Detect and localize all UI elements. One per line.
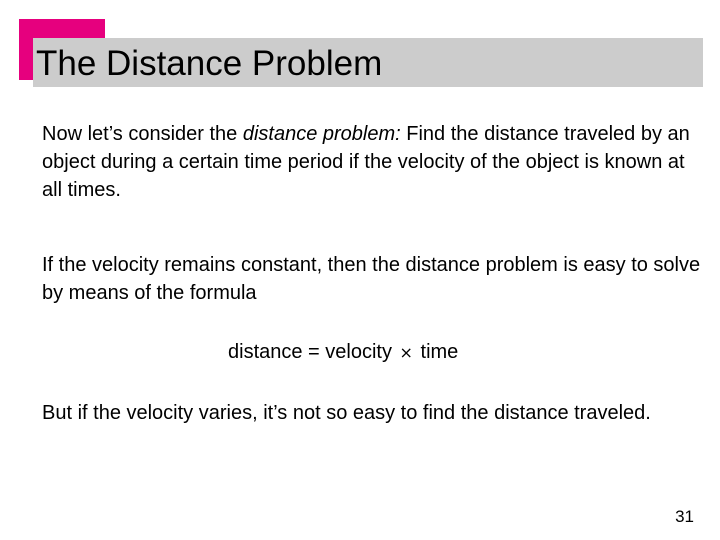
intro-text-start: Now let’s consider the	[42, 123, 243, 145]
formula-left: distance = velocity	[228, 341, 392, 363]
intro-paragraph	[42, 120, 702, 204]
slide-title: The Distance Problem	[36, 44, 383, 83]
distance-problem-emphasis: distance problem:	[242, 123, 401, 145]
varying-velocity-paragraph: But if the velocity varies, it’s not so easy to find the distance traveled.	[42, 402, 651, 424]
page-number: 31	[675, 507, 694, 526]
multiply-operator: ×	[399, 343, 413, 362]
constant-velocity-paragraph: If the velocity remains constant, then the distance problem is easy to solve by means of the formula	[42, 254, 701, 304]
formula-right: time	[420, 341, 459, 363]
intro-text-end: Find the distance traveled by an object during a certain time period if the velocity of the object is known at all times.	[42, 123, 690, 201]
distance-formula	[228, 338, 458, 367]
